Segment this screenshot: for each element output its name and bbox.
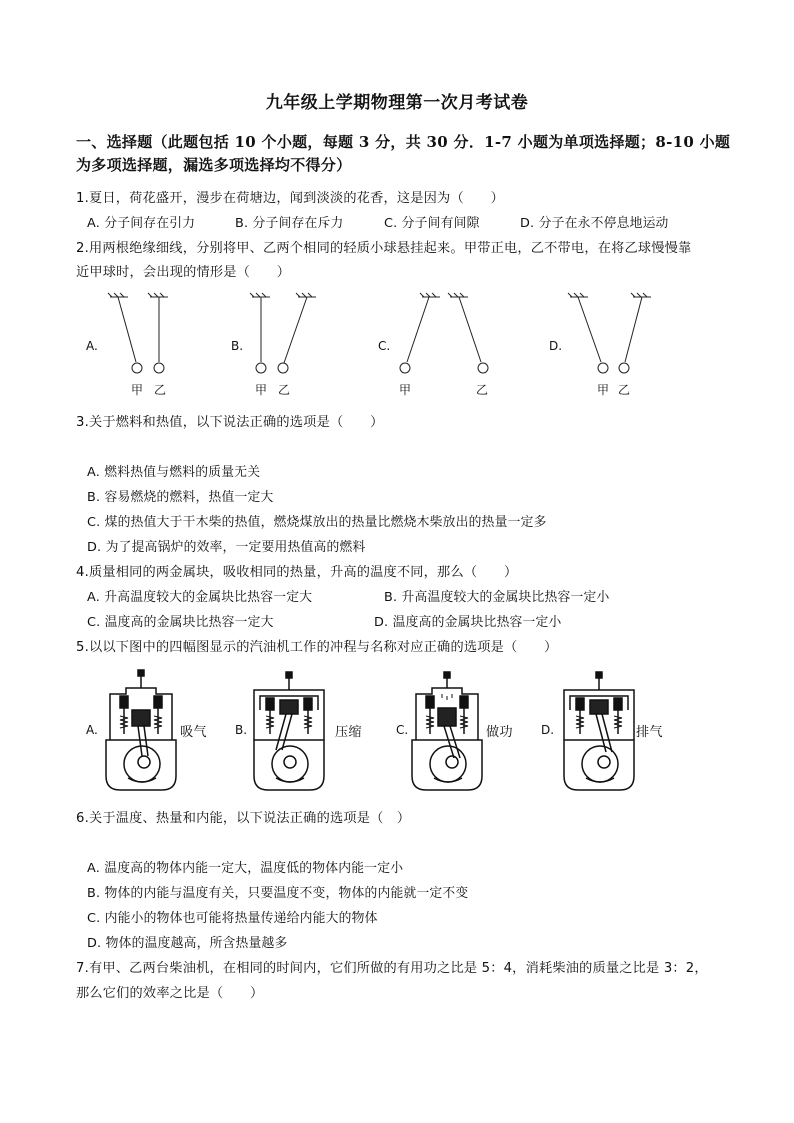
question-4-option-c[interactable]: C. 温度高的金属块比热容一定大	[87, 615, 274, 630]
engine-option-a-letter[interactable]: A.	[86, 723, 98, 737]
section-header-line2: 为多项选择题，漏选多项选择均不得分）	[76, 156, 352, 174]
pendulum-option-a-letter[interactable]: A.	[86, 339, 98, 353]
engine-option-c-letter[interactable]: C.	[396, 723, 409, 737]
engine-figure-a	[98, 668, 184, 792]
question-4-option-d[interactable]: D. 温度高的金属块比热容一定小	[374, 615, 562, 630]
question-6-stem: 6.关于温度、热量和内能，以下说法正确的选项是（ ）	[76, 811, 411, 826]
question-3-option-c[interactable]: C. 煤的热值大于干木柴的热值，燃烧煤放出的热量比燃烧木柴放出的热量一定多	[87, 515, 547, 530]
question-2-stem-line2: 近甲球时，会出现的情形是（ ）	[76, 265, 291, 280]
engine-option-d-letter[interactable]: D.	[541, 723, 555, 737]
pendulum-figure-c	[392, 292, 502, 392]
engine-figure-d	[556, 670, 642, 792]
pendulum-d-ball-yi: 乙	[618, 383, 631, 397]
pendulum-d-ball-jia: 甲	[597, 383, 610, 397]
question-4-stem: 4.质量相同的两金属块，吸收相同的热量，升高的温度不同，那么（ ）	[76, 565, 518, 580]
question-3-stem: 3.关于燃料和热值，以下说法正确的选项是（ ）	[76, 415, 384, 430]
question-1-option-c[interactable]: C. 分子间有间隙	[384, 216, 480, 231]
pendulum-option-c-letter[interactable]: C.	[378, 339, 391, 353]
pendulum-a-ball-jia: 甲	[131, 383, 144, 397]
pendulum-option-b-letter[interactable]: B.	[231, 339, 244, 353]
pendulum-figure-a	[100, 292, 190, 392]
question-6-option-c[interactable]: C. 内能小的物体也可能将热量传递给内能大的物体	[87, 911, 378, 926]
pendulum-a-ball-yi: 乙	[154, 383, 167, 397]
question-7-stem-line2: 那么它们的效率之比是（ ）	[76, 986, 264, 1001]
engine-figure-c	[404, 670, 490, 792]
question-4-option-b[interactable]: B. 升高温度较大的金属块比热容一定小	[384, 590, 610, 605]
question-1-stem: 1.夏日，荷花盛开，漫步在荷塘边，闻到淡淡的花香，这是因为（ ）	[76, 191, 504, 206]
question-1-option-b[interactable]: B. 分子间存在斥力	[235, 216, 344, 231]
question-3-option-d[interactable]: D. 为了提高锅炉的效率，一定要用热值高的燃料	[87, 540, 366, 555]
question-4-option-a[interactable]: A. 升高温度较大的金属块比热容一定大	[87, 590, 313, 605]
page-title: 九年级上学期物理第一次月考试卷	[265, 93, 529, 113]
question-1-option-d[interactable]: D. 分子在永不停息地运动	[520, 216, 669, 231]
engine-option-b-letter[interactable]: B.	[235, 723, 248, 737]
engine-figure-b	[246, 670, 332, 792]
pendulum-c-ball-yi: 乙	[476, 383, 489, 397]
pendulum-option-d-letter[interactable]: D.	[549, 339, 563, 353]
pendulum-b-ball-yi: 乙	[278, 383, 291, 397]
question-6-option-d[interactable]: D. 物体的温度越高，所含热量越多	[87, 936, 288, 951]
engine-b-stroke-name: 压缩	[335, 725, 362, 740]
question-6-option-b[interactable]: B. 物体的内能与温度有关，只要温度不变，物体的内能就一定不变	[87, 886, 469, 901]
question-3-option-a[interactable]: A. 燃料热值与燃料的质量无关	[87, 465, 261, 480]
pendulum-b-ball-jia: 甲	[255, 383, 268, 397]
section-header-line1: 一、选择题（此题包括 10 个小题，每题 3 分，共 30 分．1-7 小题为单项选择题；8-10 小题	[76, 133, 731, 151]
engine-a-stroke-name: 吸气	[180, 725, 207, 740]
engine-d-stroke-name: 排气	[636, 725, 663, 740]
engine-c-stroke-name: 做功	[486, 725, 513, 740]
pendulum-figure-d	[565, 292, 655, 392]
question-2-stem-line1: 2.用两根绝缘细线，分别将甲、乙两个相同的轻质小球悬挂起来。甲带正电，乙不带电，在将乙球慢慢靠	[76, 241, 692, 256]
question-3-option-b[interactable]: B. 容易燃烧的燃料，热值一定大	[87, 490, 274, 505]
pendulum-figure-b	[248, 292, 328, 392]
question-5-stem: 5.以以下图中的四幅图显示的汽油机工作的冲程与名称对应正确的选项是（ ）	[76, 640, 558, 655]
pendulum-c-ball-jia: 甲	[399, 383, 412, 397]
question-7-stem-line1: 7.有甲、乙两台柴油机，在相同的时间内，它们所做的有用功之比是 5：4，消耗柴油的质量之比是 3：2，	[76, 961, 708, 976]
question-1-option-a[interactable]: A. 分子间存在引力	[87, 216, 196, 231]
question-6-option-a[interactable]: A. 温度高的物体内能一定大，温度低的物体内能一定小	[87, 861, 404, 876]
